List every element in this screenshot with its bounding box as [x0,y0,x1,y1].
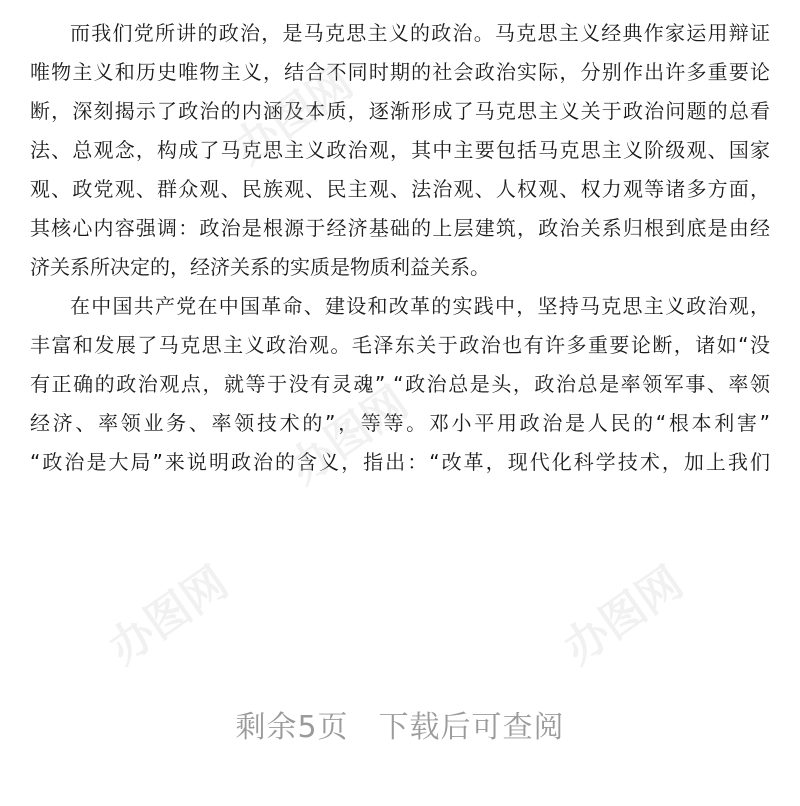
download-prompt[interactable] [0,702,800,746]
document-body [30,14,770,482]
paragraph-2 [30,287,770,482]
watermark: 办图网 [99,556,238,675]
text-line: 在中国共产党在中国革命、建设和改革的实践中，坚持马克思主义政治观， [70,294,770,318]
text-line: 有正确的政治观点，就等于没有灵魂” “政治总是头，政治总是率领军事、率领 [30,372,770,396]
paragraph-1 [30,14,770,287]
watermark: 办图网 [224,56,363,175]
text-line: 法、总观念，构成了马克思主义政治观，其中主要包括马克思主义阶级观、国家 [30,138,770,162]
download-to-view-link[interactable]: 下载后可查阅 [378,710,565,745]
text-line: 观、政党观、群众观、民族观、民主观、法治观、人权观、权力观等诸多方面， [30,177,770,201]
text-line: “政治是大局”来说明政治的含义，指出：“改革，现代化科学技术，加上我们 [30,450,770,474]
remaining-pages-label[interactable]: 剩余5页 [235,710,349,745]
text-line: 济关系所决定的，经济关系的实质是物质利益关系。 [30,255,490,279]
text-line: 丰富和发展了马克思主义政治观。毛泽东关于政治也有许多重要论断，诸如“没 [30,333,770,357]
text-line: 断，深刻揭示了政治的内涵及本质，逐渐形成了马克思主义关于政治问题的总看 [30,99,770,123]
text-line: 而我们党所讲的政治，是马克思主义的政治。马克思主义经典作家运用辩证 [70,21,770,45]
watermark: 办图网 [554,556,693,675]
text-line: 其核心内容强调：政治是根源于经济基础的上层建筑，政治关系归根到底是由经 [30,216,770,240]
text-line: 经济、率领业务、率领技术的”，等等。邓小平用政治是人民的“根本利害” [30,411,770,435]
text-line: 唯物主义和历史唯物主义，结合不同时期的社会政治实际，分别作出许多重要论 [30,60,770,84]
watermark: 办图网 [279,376,418,495]
